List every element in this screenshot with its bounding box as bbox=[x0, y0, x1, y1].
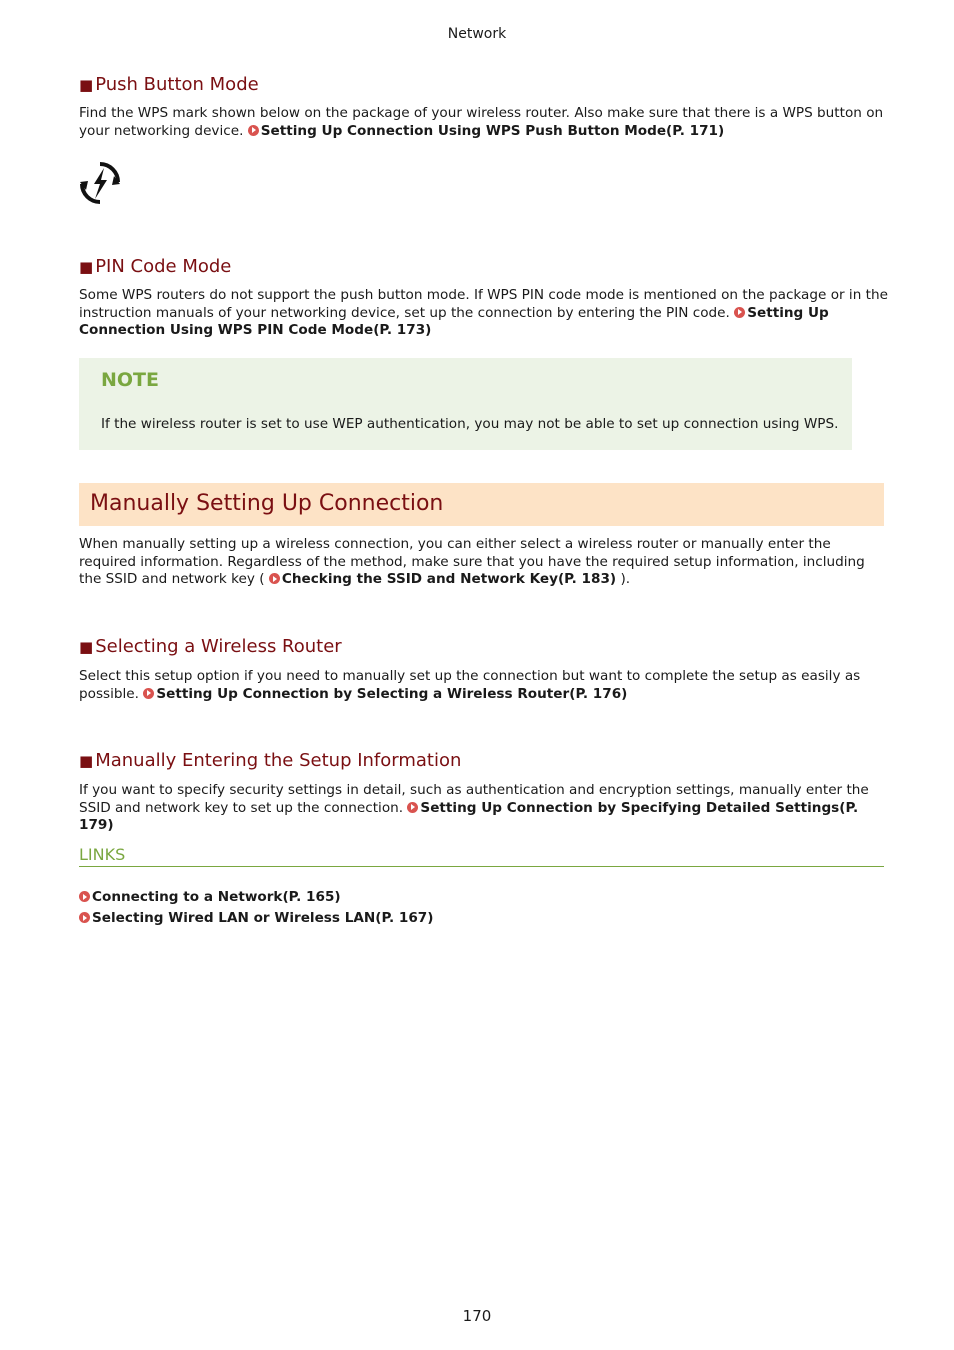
list-item bbox=[79, 908, 433, 929]
manual-section-text: When manually setting up a wireless connection, you can either select a wireless router or manually enter the required information. Regardless of the method, make sure that you have the required setup information, including the SSID and network key ( bbox=[79, 536, 865, 587]
push-button-paragraph bbox=[79, 105, 889, 140]
push-button-heading bbox=[79, 74, 259, 95]
pin-code-heading-text: PIN Code Mode bbox=[95, 256, 232, 277]
links-list bbox=[79, 887, 433, 929]
manual-entry-link-label: Setting Up Connection by Specifying Detailed Settings(P. 179) bbox=[79, 799, 859, 833]
section-heading-box bbox=[79, 483, 884, 526]
push-button-link[interactable] bbox=[248, 123, 724, 139]
wps-mark-icon bbox=[79, 160, 121, 206]
selecting-router-text: Select this setup option if you need to manually set up the connection but want to complete the setup as easily as possible. bbox=[79, 668, 861, 702]
page-header: Network bbox=[447, 26, 507, 42]
link-arrow-icon bbox=[248, 125, 259, 136]
manual-entry-text: If you want to specify security settings in detail, such as authentication and encryption settings, manually enter the SSID and network key to set up the connection. bbox=[79, 782, 869, 816]
push-button-heading-text: Push Button Mode bbox=[95, 74, 259, 95]
heading-bullet: ■ bbox=[79, 752, 94, 770]
pin-code-heading bbox=[79, 256, 231, 277]
link-arrow-icon bbox=[79, 912, 90, 923]
manual-section-paragraph bbox=[79, 536, 889, 589]
selecting-router-link-label: Setting Up Connection by Selecting a Wireless Router(P. 176) bbox=[156, 685, 628, 702]
section-heading: Manually Setting Up Connection bbox=[90, 491, 444, 516]
link-label: Connecting to a Network(P. 165) bbox=[92, 889, 341, 905]
link-arrow-icon bbox=[734, 307, 745, 318]
link-arrow-icon bbox=[79, 891, 90, 902]
link-arrow-icon bbox=[269, 573, 280, 584]
links-title: LINKS bbox=[79, 845, 126, 864]
selecting-router-heading bbox=[79, 636, 342, 657]
manual-entry-heading-text: Manually Entering the Setup Information bbox=[95, 750, 462, 771]
note-box bbox=[79, 358, 852, 450]
link-arrow-icon bbox=[407, 802, 418, 813]
heading-bullet: ■ bbox=[79, 76, 94, 94]
note-title: NOTE bbox=[101, 369, 159, 391]
link-label: Selecting Wired LAN or Wireless LAN(P. 167) bbox=[92, 910, 434, 926]
selecting-router-link[interactable] bbox=[143, 686, 627, 702]
manual-section-text-end: ). bbox=[620, 571, 631, 587]
links-divider bbox=[79, 866, 884, 867]
push-button-link-label: Setting Up Connection Using WPS Push Button Mode(P. 171) bbox=[260, 122, 725, 139]
list-item bbox=[79, 887, 433, 908]
pin-code-link-label: Setting Up Connection Using WPS PIN Code Mode(P. 173) bbox=[79, 304, 829, 338]
heading-bullet: ■ bbox=[79, 638, 94, 656]
link-connecting-network[interactable] bbox=[79, 889, 341, 905]
heading-bullet: ■ bbox=[79, 258, 94, 276]
pin-code-text: Some WPS routers do not support the push button mode. If WPS PIN code mode is mentioned on the package or in the instruction manuals of your networking device, set up the connection by entering the PIN code. bbox=[79, 287, 888, 321]
ssid-key-link[interactable] bbox=[269, 571, 616, 587]
page-number: 170 bbox=[462, 1307, 492, 1325]
pin-code-paragraph bbox=[79, 287, 889, 340]
push-button-text: Find the WPS mark shown below on the package of your wireless router. Also make sure that there is a WPS button on your networking device. bbox=[79, 105, 884, 139]
link-arrow-icon bbox=[143, 688, 154, 699]
link-wired-wireless[interactable] bbox=[79, 910, 433, 926]
note-text: If the wireless router is set to use WEP authentication, you may not be able to set up connection using WPS. bbox=[101, 416, 839, 432]
manual-entry-heading bbox=[79, 750, 461, 771]
manual-entry-paragraph bbox=[79, 782, 889, 835]
selecting-router-heading-text: Selecting a Wireless Router bbox=[95, 636, 342, 657]
ssid-key-link-label: Checking the SSID and Network Key(P. 183) bbox=[281, 571, 617, 587]
selecting-router-paragraph bbox=[79, 668, 889, 703]
